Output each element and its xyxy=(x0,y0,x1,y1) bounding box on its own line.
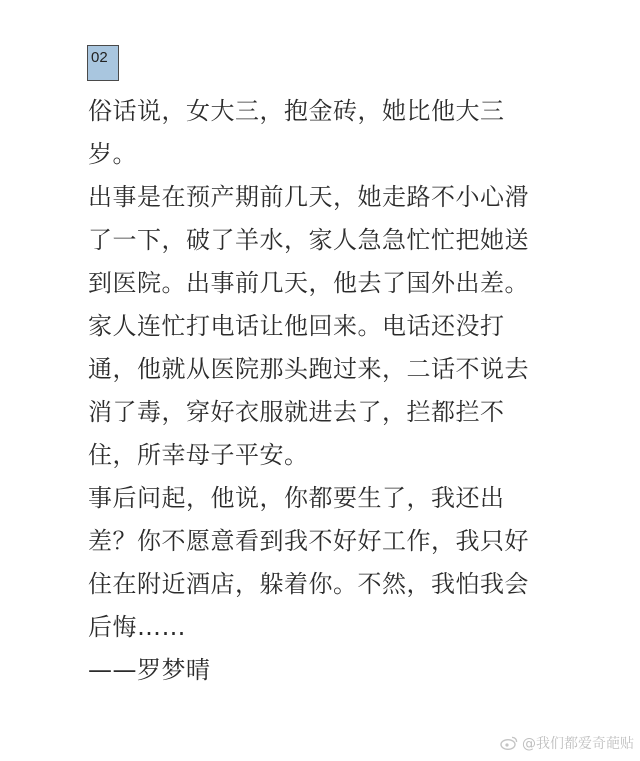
text-line: 到医院。出事前几天，他去了国外出差。 xyxy=(88,269,529,297)
text-line: 事后问起，他说，你都要生了，我还出 xyxy=(88,484,505,512)
text-line: 了一下，破了羊水，家人急急忙忙把她送 xyxy=(88,226,529,254)
text-line: 出事是在预产期前几天，她走路不小心滑 xyxy=(88,183,529,211)
article-body xyxy=(88,90,588,692)
author-signature: ——罗梦晴 xyxy=(88,656,211,684)
watermark-text: @我们都爱奇葩贴 xyxy=(522,736,634,752)
text-line: 后悔…… xyxy=(88,613,186,641)
text-line: 岁。 xyxy=(88,140,137,168)
text-line: 消了毒，穿好衣服就进去了，拦都拦不 xyxy=(88,398,505,426)
text-line: 差？你不愿意看到我不好好工作，我只好 xyxy=(88,527,529,555)
text-line: 住，所幸母子平安。 xyxy=(88,441,309,469)
watermark xyxy=(500,733,634,753)
section-number-badge: 02 xyxy=(87,45,119,81)
text-line: 俗话说，女大三，抱金砖，她比他大三 xyxy=(88,97,505,125)
text-line: 住在附近酒店，躲着你。不然，我怕我会 xyxy=(88,570,529,598)
weibo-icon xyxy=(500,736,518,750)
text-line: 家人连忙打电话让他回来。电话还没打 xyxy=(88,312,505,340)
text-line: 通，他就从医院那头跑过来，二话不说去 xyxy=(88,355,529,383)
